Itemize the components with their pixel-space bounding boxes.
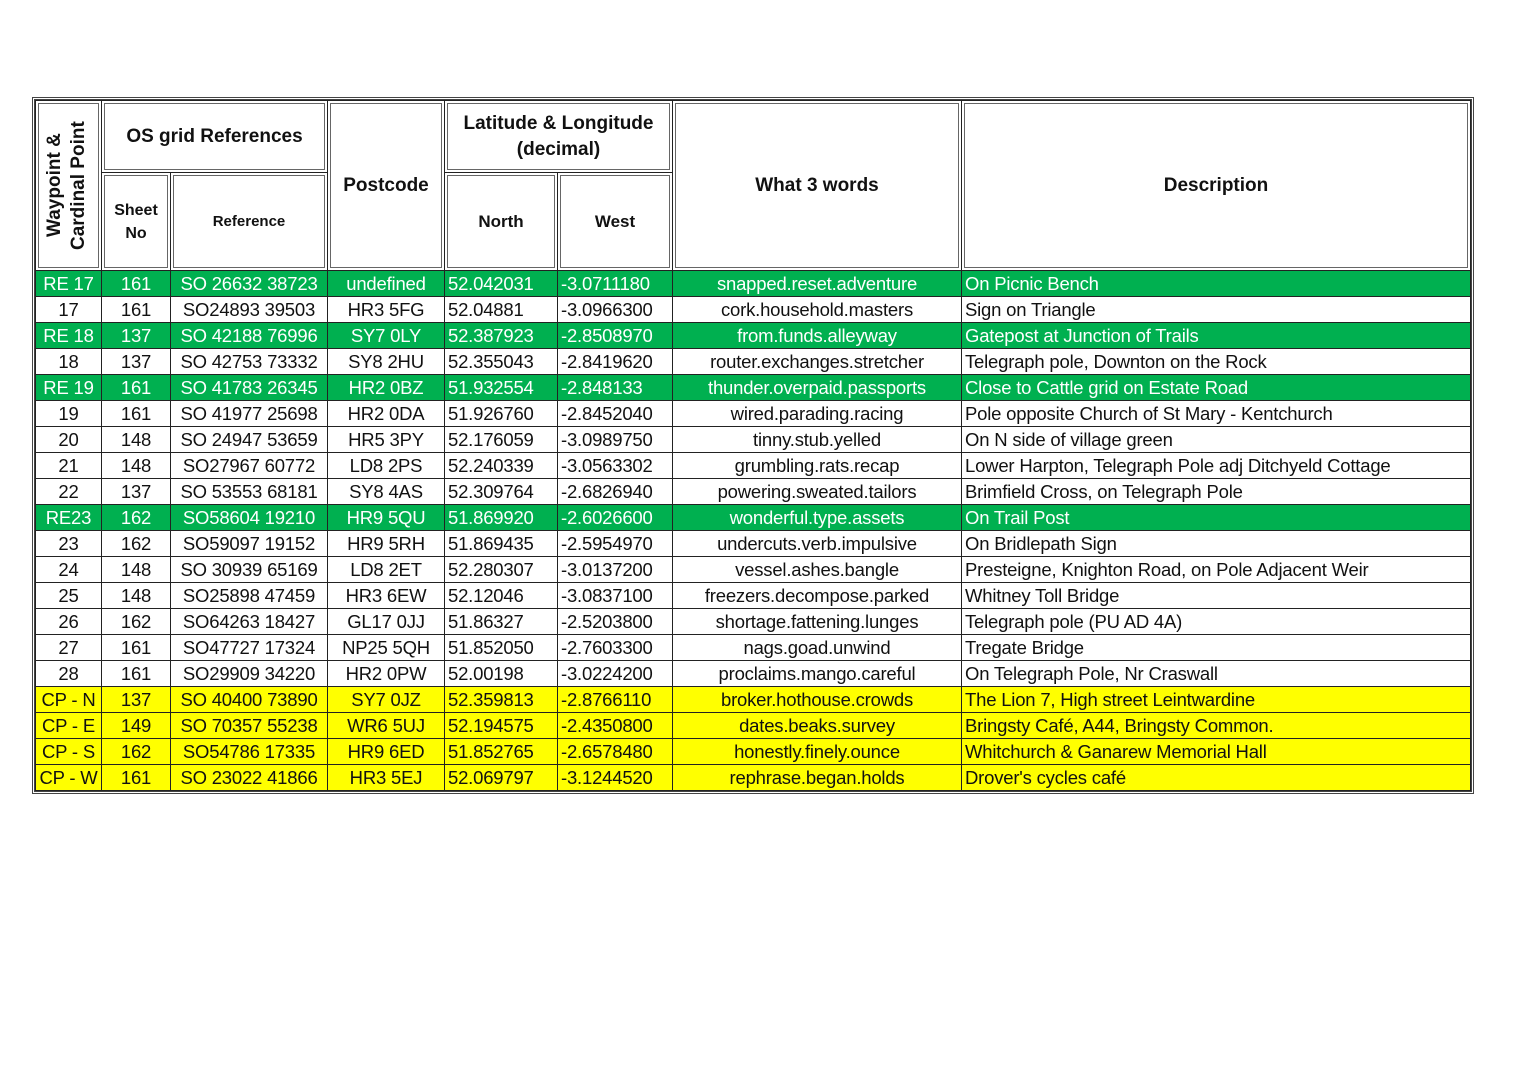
cell-what3words: shortage.fattening.lunges [673, 609, 962, 635]
cell-what3words: freezers.decompose.parked [673, 583, 962, 609]
cell-west: -3.0989750 [558, 427, 673, 453]
cell-reference: SO 41977 25698 [171, 401, 328, 427]
cell-postcode: WR6 5UJ [328, 713, 445, 739]
cell-postcode: HR2 0DA [328, 401, 445, 427]
table-row [36, 687, 1471, 713]
cell-waypoint: RE 18 [36, 323, 102, 349]
table-row [36, 271, 1471, 297]
cell-sheet-no: 148 [102, 453, 171, 479]
cell-description: Brimfield Cross, on Telegraph Pole [962, 479, 1471, 505]
table-row [36, 557, 1471, 583]
cell-reference: SO 41783 26345 [171, 375, 328, 401]
table-row [36, 505, 1471, 531]
cell-what3words: broker.hothouse.crowds [673, 687, 962, 713]
cell-north: 52.240339 [445, 453, 558, 479]
cell-waypoint: CP - E [36, 713, 102, 739]
cell-west: -2.4350800 [558, 713, 673, 739]
cell-waypoint: RE23 [36, 505, 102, 531]
cell-west: -3.0224200 [558, 661, 673, 687]
cell-postcode: HR3 5EJ [328, 765, 445, 791]
cell-description: Presteigne, Knighton Road, on Pole Adjacent Weir [962, 557, 1471, 583]
cell-postcode: HR9 5QU [328, 505, 445, 531]
cell-sheet-no: 137 [102, 349, 171, 375]
cell-sheet-no: 161 [102, 271, 171, 297]
table-row [36, 349, 1471, 375]
waypoint-table-container [32, 97, 1474, 794]
cell-postcode: SY7 0JZ [328, 687, 445, 713]
cell-description: Tregate Bridge [962, 635, 1471, 661]
cell-postcode: SY8 4AS [328, 479, 445, 505]
cell-postcode: HR5 3PY [328, 427, 445, 453]
cell-west: -2.8419620 [558, 349, 673, 375]
cell-north: 52.069797 [445, 765, 558, 791]
waypoint-table [35, 100, 1471, 791]
cell-reference: SO 23022 41866 [171, 765, 328, 791]
cell-sheet-no: 161 [102, 375, 171, 401]
cell-description: On Picnic Bench [962, 271, 1471, 297]
cell-description: Whitney Toll Bridge [962, 583, 1471, 609]
cell-what3words: from.funds.alleyway [673, 323, 962, 349]
cell-west: -2.7603300 [558, 635, 673, 661]
cell-west: -2.6026600 [558, 505, 673, 531]
cell-what3words: wired.parading.racing [673, 401, 962, 427]
cell-postcode: SY7 0LY [328, 323, 445, 349]
table-row [36, 297, 1471, 323]
cell-what3words: rephrase.began.holds [673, 765, 962, 791]
cell-sheet-no: 148 [102, 557, 171, 583]
cell-postcode: HR2 0PW [328, 661, 445, 687]
cell-reference: SO27967 60772 [171, 453, 328, 479]
cell-sheet-no: 162 [102, 739, 171, 765]
cell-waypoint: 28 [36, 661, 102, 687]
table-row [36, 427, 1471, 453]
table-row [36, 583, 1471, 609]
cell-reference: SO58604 19210 [171, 505, 328, 531]
cell-sheet-no: 149 [102, 713, 171, 739]
cell-north: 52.12046 [445, 583, 558, 609]
cell-description: On Bridlepath Sign [962, 531, 1471, 557]
cell-postcode: HR3 6EW [328, 583, 445, 609]
cell-waypoint: 27 [36, 635, 102, 661]
header-os-grid: OS grid References [102, 101, 328, 173]
cell-sheet-no: 137 [102, 479, 171, 505]
cell-description: Bringsty Café, A44, Bringsty Common. [962, 713, 1471, 739]
cell-sheet-no: 161 [102, 635, 171, 661]
cell-north: 51.852765 [445, 739, 558, 765]
cell-postcode: LD8 2PS [328, 453, 445, 479]
header-sheet-no: Sheet No [102, 173, 171, 271]
header-waypoint: Waypoint & Cardinal Point [36, 101, 102, 271]
cell-north: 52.04881 [445, 297, 558, 323]
cell-what3words: proclaims.mango.careful [673, 661, 962, 687]
cell-postcode: HR3 5FG [328, 297, 445, 323]
cell-description: The Lion 7, High street Leintwardine [962, 687, 1471, 713]
cell-west: -3.0711180 [558, 271, 673, 297]
cell-postcode: HR9 5RH [328, 531, 445, 557]
cell-north: 52.194575 [445, 713, 558, 739]
cell-west: -2.5954970 [558, 531, 673, 557]
header-postcode: Postcode [328, 101, 445, 271]
cell-description: Pole opposite Church of St Mary - Kentchurch [962, 401, 1471, 427]
cell-description: Whitchurch & Ganarew Memorial Hall [962, 739, 1471, 765]
cell-what3words: powering.sweated.tailors [673, 479, 962, 505]
cell-waypoint: 20 [36, 427, 102, 453]
cell-description: Telegraph pole, Downton on the Rock [962, 349, 1471, 375]
cell-sheet-no: 137 [102, 323, 171, 349]
cell-north: 51.932554 [445, 375, 558, 401]
cell-west: -2.6578480 [558, 739, 673, 765]
cell-waypoint: 18 [36, 349, 102, 375]
cell-description: Telegraph pole (PU AD 4A) [962, 609, 1471, 635]
cell-west: -2.8452040 [558, 401, 673, 427]
cell-what3words: snapped.reset.adventure [673, 271, 962, 297]
table-row [36, 479, 1471, 505]
cell-reference: SO 42753 73332 [171, 349, 328, 375]
cell-west: -3.0563302 [558, 453, 673, 479]
cell-description: On N side of village green [962, 427, 1471, 453]
cell-what3words: vessel.ashes.bangle [673, 557, 962, 583]
cell-description: Lower Harpton, Telegraph Pole adj Ditchyeld Cottage [962, 453, 1471, 479]
cell-waypoint: 19 [36, 401, 102, 427]
cell-west: -2.848133 [558, 375, 673, 401]
cell-north: 52.042031 [445, 271, 558, 297]
header-what3words: What 3 words [673, 101, 962, 271]
cell-postcode: GL17 0JJ [328, 609, 445, 635]
header-north: North [445, 173, 558, 271]
cell-west: -2.5203800 [558, 609, 673, 635]
header-reference: Reference [171, 173, 328, 271]
cell-reference: SO 40400 73890 [171, 687, 328, 713]
table-row [36, 323, 1471, 349]
table-row [36, 765, 1471, 791]
cell-north: 52.387923 [445, 323, 558, 349]
cell-what3words: tinny.stub.yelled [673, 427, 962, 453]
cell-reference: SO 30939 65169 [171, 557, 328, 583]
cell-postcode: HR2 0BZ [328, 375, 445, 401]
cell-what3words: router.exchanges.stretcher [673, 349, 962, 375]
table-row [36, 713, 1471, 739]
header-description: Description [962, 101, 1471, 271]
cell-postcode: LD8 2ET [328, 557, 445, 583]
cell-reference: SO47727 17324 [171, 635, 328, 661]
cell-sheet-no: 161 [102, 297, 171, 323]
cell-west: -3.0837100 [558, 583, 673, 609]
cell-waypoint: CP - S [36, 739, 102, 765]
cell-description: Drover's cycles café [962, 765, 1471, 791]
cell-description: Sign on Triangle [962, 297, 1471, 323]
cell-reference: SO 26632 38723 [171, 271, 328, 297]
cell-waypoint: CP - N [36, 687, 102, 713]
table-row [36, 531, 1471, 557]
cell-reference: SO 53553 68181 [171, 479, 328, 505]
cell-waypoint: 22 [36, 479, 102, 505]
cell-what3words: thunder.overpaid.passports [673, 375, 962, 401]
cell-what3words: grumbling.rats.recap [673, 453, 962, 479]
cell-reference: SO64263 18427 [171, 609, 328, 635]
cell-postcode: HR9 6ED [328, 739, 445, 765]
table-row [36, 401, 1471, 427]
cell-waypoint: CP - W [36, 765, 102, 791]
cell-reference: SO59097 19152 [171, 531, 328, 557]
cell-north: 51.926760 [445, 401, 558, 427]
cell-description: Gatepost at Junction of Trails [962, 323, 1471, 349]
table-row [36, 635, 1471, 661]
header-latlong: Latitude & Longitude (decimal) [445, 101, 673, 173]
cell-north: 52.359813 [445, 687, 558, 713]
cell-north: 51.869920 [445, 505, 558, 531]
cell-reference: SO 70357 55238 [171, 713, 328, 739]
cell-reference: SO29909 34220 [171, 661, 328, 687]
cell-north: 52.355043 [445, 349, 558, 375]
cell-postcode: undefined [328, 271, 445, 297]
cell-sheet-no: 137 [102, 687, 171, 713]
table-row [36, 739, 1471, 765]
cell-what3words: undercuts.verb.impulsive [673, 531, 962, 557]
cell-sheet-no: 162 [102, 609, 171, 635]
cell-waypoint: 17 [36, 297, 102, 323]
cell-reference: SO 42188 76996 [171, 323, 328, 349]
table-row [36, 453, 1471, 479]
table-body [36, 271, 1471, 791]
table-row [36, 609, 1471, 635]
cell-north: 51.852050 [445, 635, 558, 661]
cell-west: -2.8766110 [558, 687, 673, 713]
cell-west: -3.1244520 [558, 765, 673, 791]
cell-north: 52.176059 [445, 427, 558, 453]
cell-sheet-no: 162 [102, 531, 171, 557]
cell-what3words: honestly.finely.ounce [673, 739, 962, 765]
cell-west: -3.0966300 [558, 297, 673, 323]
cell-sheet-no: 148 [102, 427, 171, 453]
cell-reference: SO54786 17335 [171, 739, 328, 765]
cell-what3words: cork.household.masters [673, 297, 962, 323]
cell-waypoint: 21 [36, 453, 102, 479]
cell-waypoint: RE 19 [36, 375, 102, 401]
cell-what3words: nags.goad.unwind [673, 635, 962, 661]
cell-description: On Telegraph Pole, Nr Craswall [962, 661, 1471, 687]
cell-sheet-no: 148 [102, 583, 171, 609]
header-west: West [558, 173, 673, 271]
cell-north: 52.309764 [445, 479, 558, 505]
cell-waypoint: 24 [36, 557, 102, 583]
cell-sheet-no: 162 [102, 505, 171, 531]
cell-west: -2.6826940 [558, 479, 673, 505]
cell-sheet-no: 161 [102, 765, 171, 791]
cell-description: Close to Cattle grid on Estate Road [962, 375, 1471, 401]
cell-postcode: NP25 5QH [328, 635, 445, 661]
cell-waypoint: 26 [36, 609, 102, 635]
cell-sheet-no: 161 [102, 661, 171, 687]
cell-reference: SO25898 47459 [171, 583, 328, 609]
cell-what3words: wonderful.type.assets [673, 505, 962, 531]
cell-waypoint: RE 17 [36, 271, 102, 297]
table-row [36, 375, 1471, 401]
cell-north: 52.00198 [445, 661, 558, 687]
cell-sheet-no: 161 [102, 401, 171, 427]
cell-reference: SO24893 39503 [171, 297, 328, 323]
cell-north: 52.280307 [445, 557, 558, 583]
cell-waypoint: 23 [36, 531, 102, 557]
cell-west: -2.8508970 [558, 323, 673, 349]
cell-description: On Trail Post [962, 505, 1471, 531]
cell-west: -3.0137200 [558, 557, 673, 583]
cell-north: 51.869435 [445, 531, 558, 557]
table-row [36, 661, 1471, 687]
cell-what3words: dates.beaks.survey [673, 713, 962, 739]
cell-reference: SO 24947 53659 [171, 427, 328, 453]
cell-north: 51.86327 [445, 609, 558, 635]
cell-waypoint: 25 [36, 583, 102, 609]
cell-postcode: SY8 2HU [328, 349, 445, 375]
